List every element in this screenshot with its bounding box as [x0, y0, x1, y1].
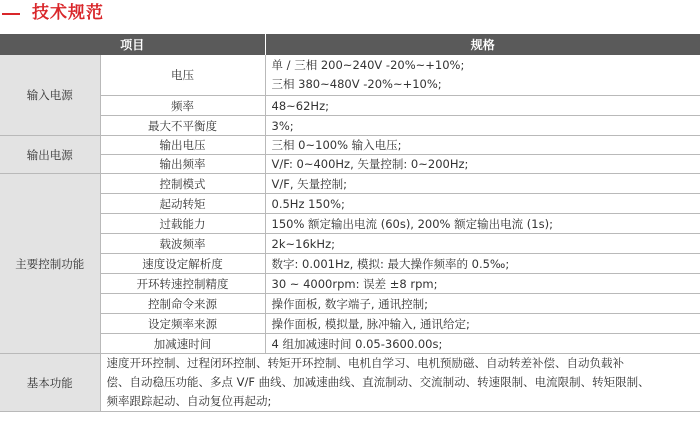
table-row [0, 116, 700, 136]
row-item-label: 速度设定解析度 [100, 254, 265, 274]
header-spec: 规格 [265, 34, 700, 55]
row-spec-value: 0.5Hz 150%; [265, 194, 700, 214]
section-title-bar [0, 0, 700, 33]
table-row [0, 234, 700, 254]
row-spec-value: 操作面板, 模拟量, 脉冲输入, 通讯给定; [265, 314, 700, 334]
table-header-row [0, 34, 700, 55]
row-item-label: 频率 [100, 96, 265, 116]
row-item-label: 电压 [100, 55, 265, 96]
table-row [0, 354, 700, 412]
row-item-label: 载波频率 [100, 234, 265, 254]
row-spec-value: V/F, 矢量控制; [265, 174, 700, 194]
group-basic-functions: 基本功能 [0, 354, 100, 412]
group-input-power: 输入电源 [0, 55, 100, 136]
spec-table [0, 34, 700, 412]
row-spec-value: 150% 额定输出电流 (60s), 200% 额定输出电流 (1s); [265, 214, 700, 234]
table-row [0, 294, 700, 314]
table-row [0, 96, 700, 116]
group-main-control: 主要控制功能 [0, 174, 100, 354]
spec-line: 频率跟踪起动、自动复位再起动; [106, 394, 272, 408]
spec-line: 偿、自动稳压功能、多点 V/F 曲线、加减速曲线、直流制动、交流制动、转速限制、电流限制、转矩限制、 [106, 375, 650, 389]
table-row [0, 254, 700, 274]
row-spec-value [265, 55, 700, 96]
row-spec-value: 4 组加减速时间 0.05-3600.00s; [265, 334, 700, 354]
spec-line: 单 / 三相 200~240V -20%~+10%; [271, 58, 465, 72]
title-accent-line [2, 13, 20, 15]
header-item: 项目 [0, 34, 265, 55]
table-row [0, 174, 700, 194]
group-output-power: 输出电源 [0, 136, 100, 174]
row-spec-value: 3%; [265, 116, 700, 136]
row-item-label: 输出频率 [100, 155, 265, 174]
row-item-label: 输出电压 [100, 136, 265, 155]
table-row [0, 314, 700, 334]
spec-line: 速度开环控制、过程闭环控制、转矩开环控制、电机自学习、电机预励磁、自动转差补偿、自动负载补 [106, 356, 624, 370]
basic-functions-text [100, 354, 700, 412]
row-item-label: 控制命令来源 [100, 294, 265, 314]
row-spec-value: 数字: 0.001Hz, 模拟: 最大操作频率的 0.5‰; [265, 254, 700, 274]
row-item-label: 最大不平衡度 [100, 116, 265, 136]
table-row [0, 136, 700, 155]
table-row [0, 194, 700, 214]
table-row [0, 55, 700, 96]
row-item-label: 加减速时间 [100, 334, 265, 354]
table-row [0, 214, 700, 234]
table-row [0, 274, 700, 294]
row-spec-value: 48~62Hz; [265, 96, 700, 116]
row-item-label: 开环转速控制精度 [100, 274, 265, 294]
section-title: 技术规范 [32, 3, 104, 23]
row-item-label: 过载能力 [100, 214, 265, 234]
row-spec-value: 2k~16kHz; [265, 234, 700, 254]
row-spec-value: V/F: 0~400Hz, 矢量控制: 0~200Hz; [265, 155, 700, 174]
row-item-label: 起动转矩 [100, 194, 265, 214]
row-spec-value: 三相 0~100% 输入电压; [265, 136, 700, 155]
row-spec-value: 30 ~ 4000rpm: 误差 ±8 rpm; [265, 274, 700, 294]
row-item-label: 设定频率来源 [100, 314, 265, 334]
row-item-label: 控制模式 [100, 174, 265, 194]
table-row [0, 334, 700, 354]
spec-line: 三相 380~480V -20%~+10%; [271, 77, 442, 91]
row-spec-value: 操作面板, 数字端子, 通讯控制; [265, 294, 700, 314]
table-row [0, 155, 700, 174]
